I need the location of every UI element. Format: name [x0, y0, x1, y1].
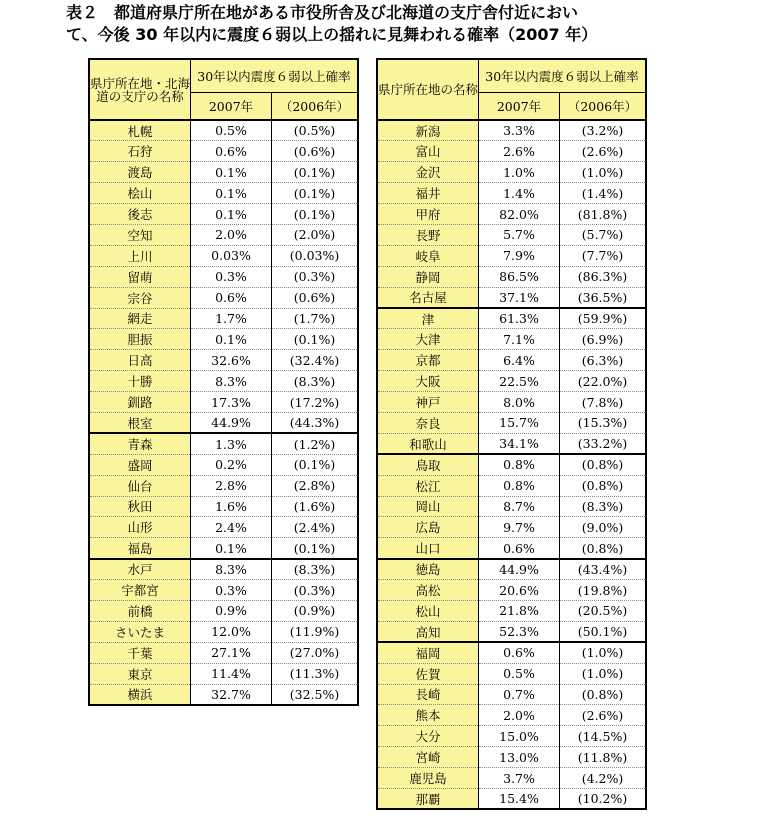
- probability-2006-cell: (0.3%): [272, 580, 359, 601]
- table-row: [89, 496, 358, 517]
- probability-2006-cell: (0.1%): [272, 329, 359, 350]
- probability-2006-cell: (2.0%): [272, 224, 359, 245]
- right-table-body: [377, 120, 646, 809]
- probability-2007-cell: 9.7%: [479, 517, 560, 538]
- probability-2006-cell: (0.9%): [272, 600, 359, 621]
- city-name-cell: 福岡: [377, 642, 479, 663]
- city-name-cell: 留萌: [89, 266, 191, 287]
- city-name-cell: 青森: [89, 433, 191, 454]
- probability-2006-cell: (0.8%): [560, 475, 647, 496]
- probability-2007-cell: 2.8%: [191, 475, 272, 496]
- table-row: [89, 642, 358, 663]
- probability-2006-cell: (2.4%): [272, 517, 359, 538]
- header-prev-year: （2006年）: [560, 93, 647, 121]
- table-row: [377, 496, 646, 517]
- city-name-cell: 奈良: [377, 412, 479, 433]
- city-name-cell: 高知: [377, 621, 479, 642]
- table-row: [377, 747, 646, 768]
- right-probability-table: [376, 58, 647, 810]
- city-name-cell: 神戸: [377, 392, 479, 413]
- probability-2007-cell: 32.7%: [191, 684, 272, 705]
- table-row: [377, 789, 646, 810]
- city-name-cell: 空知: [89, 224, 191, 245]
- probability-2007-cell: 2.4%: [191, 517, 272, 538]
- city-name-cell: 名古屋: [377, 287, 479, 308]
- table-row: [89, 684, 358, 705]
- city-name-cell: 富山: [377, 141, 479, 162]
- probability-2007-cell: 0.5%: [479, 663, 560, 684]
- city-name-cell: 高松: [377, 580, 479, 601]
- probability-2007-cell: 7.9%: [479, 245, 560, 266]
- city-name-cell: 網走: [89, 308, 191, 329]
- city-name-cell: 仙台: [89, 475, 191, 496]
- table-row: [89, 392, 358, 413]
- city-name-cell: 釧路: [89, 392, 191, 413]
- city-name-cell: 水戸: [89, 559, 191, 580]
- probability-2007-cell: 0.8%: [479, 475, 560, 496]
- probability-2006-cell: (44.3%): [272, 412, 359, 433]
- table-row: [377, 705, 646, 726]
- city-name-cell: 鳥取: [377, 454, 479, 475]
- table-row: [377, 245, 646, 266]
- city-name-cell: 胆振: [89, 329, 191, 350]
- probability-2006-cell: (43.4%): [560, 559, 647, 580]
- probability-2006-cell: (20.5%): [560, 600, 647, 621]
- probability-2007-cell: 21.8%: [479, 600, 560, 621]
- title-line-2: て、今後 30 年以内に震度６弱以上の揺れに見舞われる確率（2007 年）: [66, 25, 598, 44]
- probability-2006-cell: (0.8%): [560, 538, 647, 559]
- city-name-cell: 上川: [89, 245, 191, 266]
- table-row: [89, 162, 358, 183]
- probability-2006-cell: (1.0%): [560, 642, 647, 663]
- probability-2007-cell: 82.0%: [479, 204, 560, 225]
- probability-2006-cell: (10.2%): [560, 789, 647, 810]
- table-row: [377, 392, 646, 413]
- probability-2006-cell: (6.3%): [560, 350, 647, 371]
- table-row: [89, 224, 358, 245]
- table-row: [377, 141, 646, 162]
- table-row: [377, 308, 646, 329]
- table-row: [89, 371, 358, 392]
- city-name-cell: 後志: [89, 204, 191, 225]
- city-name-cell: 福井: [377, 183, 479, 204]
- document-title: [66, 2, 756, 46]
- table-row: [377, 224, 646, 245]
- probability-2006-cell: (0.6%): [272, 141, 359, 162]
- probability-2007-cell: 8.3%: [191, 559, 272, 580]
- city-name-cell: 岐阜: [377, 245, 479, 266]
- probability-2006-cell: (6.9%): [560, 329, 647, 350]
- probability-2006-cell: (4.2%): [560, 768, 647, 789]
- probability-2007-cell: 0.5%: [191, 120, 272, 141]
- title-line-1: 表２ 都道府県庁所在地がある市役所舎及び北海道の支庁舎付近におい: [66, 3, 579, 22]
- table-row: [89, 183, 358, 204]
- probability-2007-cell: 0.2%: [191, 454, 272, 475]
- table-row: [89, 538, 358, 559]
- probability-2006-cell: (11.8%): [560, 747, 647, 768]
- probability-2007-cell: 20.6%: [479, 580, 560, 601]
- probability-2006-cell: (36.5%): [560, 287, 647, 308]
- city-name-cell: 大津: [377, 329, 479, 350]
- probability-2006-cell: (8.3%): [560, 496, 647, 517]
- probability-2006-cell: (2.8%): [272, 475, 359, 496]
- table-row: [89, 412, 358, 433]
- probability-2006-cell: (2.6%): [560, 141, 647, 162]
- city-name-cell: 佐賀: [377, 663, 479, 684]
- probability-2006-cell: (11.3%): [272, 663, 359, 684]
- table-row: [377, 183, 646, 204]
- table-row: [89, 580, 358, 601]
- probability-2007-cell: 7.1%: [479, 329, 560, 350]
- table-row: [89, 350, 358, 371]
- probability-2006-cell: (50.1%): [560, 621, 647, 642]
- table-row: [377, 580, 646, 601]
- probability-2006-cell: (0.1%): [272, 183, 359, 204]
- probability-2007-cell: 32.6%: [191, 350, 272, 371]
- city-name-cell: 大阪: [377, 371, 479, 392]
- table-row: [377, 162, 646, 183]
- table-row: [377, 621, 646, 642]
- probability-2007-cell: 6.4%: [479, 350, 560, 371]
- probability-2007-cell: 2.6%: [479, 141, 560, 162]
- table-row: [89, 266, 358, 287]
- header-year: 2007年: [479, 93, 560, 121]
- probability-2006-cell: (1.6%): [272, 496, 359, 517]
- probability-2007-cell: 1.6%: [191, 496, 272, 517]
- left-table-body: [89, 120, 358, 705]
- probability-2006-cell: (86.3%): [560, 266, 647, 287]
- probability-2007-cell: 1.0%: [479, 162, 560, 183]
- probability-2007-cell: 0.3%: [191, 580, 272, 601]
- table-row: [377, 768, 646, 789]
- city-name-cell: 岡山: [377, 496, 479, 517]
- city-name-cell: 盛岡: [89, 454, 191, 475]
- probability-2007-cell: 2.0%: [479, 705, 560, 726]
- probability-2006-cell: (32.5%): [272, 684, 359, 705]
- probability-2007-cell: 8.0%: [479, 392, 560, 413]
- table-row: [89, 287, 358, 308]
- probability-2006-cell: (15.3%): [560, 412, 647, 433]
- probability-2007-cell: 5.7%: [479, 224, 560, 245]
- probability-2007-cell: 0.1%: [191, 162, 272, 183]
- probability-2006-cell: (19.8%): [560, 580, 647, 601]
- probability-2007-cell: 1.3%: [191, 433, 272, 454]
- probability-2006-cell: (0.3%): [272, 266, 359, 287]
- city-name-cell: 和歌山: [377, 433, 479, 454]
- city-name-cell: 根室: [89, 412, 191, 433]
- table-row: [377, 538, 646, 559]
- probability-2007-cell: 0.7%: [479, 684, 560, 705]
- probability-2007-cell: 61.3%: [479, 308, 560, 329]
- probability-2007-cell: 0.1%: [191, 183, 272, 204]
- table-row: [89, 454, 358, 475]
- probability-2006-cell: (0.6%): [272, 287, 359, 308]
- table-row: [89, 329, 358, 350]
- probability-2007-cell: 52.3%: [479, 621, 560, 642]
- table-row: [89, 141, 358, 162]
- table-row: [377, 600, 646, 621]
- table-row: [89, 621, 358, 642]
- probability-2007-cell: 0.1%: [191, 329, 272, 350]
- probability-2006-cell: (3.2%): [560, 120, 647, 141]
- probability-2006-cell: (9.0%): [560, 517, 647, 538]
- probability-2007-cell: 0.3%: [191, 266, 272, 287]
- probability-2007-cell: 1.7%: [191, 308, 272, 329]
- city-name-cell: 日高: [89, 350, 191, 371]
- table-row: [89, 120, 358, 141]
- city-name-cell: 山口: [377, 538, 479, 559]
- table-row: [377, 412, 646, 433]
- city-name-cell: 金沢: [377, 162, 479, 183]
- city-name-cell: 渡島: [89, 162, 191, 183]
- probability-2006-cell: (1.0%): [560, 663, 647, 684]
- probability-2007-cell: 8.3%: [191, 371, 272, 392]
- probability-2006-cell: (0.8%): [560, 454, 647, 475]
- city-name-cell: 静岡: [377, 266, 479, 287]
- table-row: [377, 350, 646, 371]
- probability-2007-cell: 3.3%: [479, 120, 560, 141]
- city-name-cell: 秋田: [89, 496, 191, 517]
- city-name-cell: 那覇: [377, 789, 479, 810]
- probability-2007-cell: 13.0%: [479, 747, 560, 768]
- probability-2006-cell: (1.4%): [560, 183, 647, 204]
- header-prev-year: （2006年）: [272, 93, 359, 121]
- probability-2006-cell: (7.7%): [560, 245, 647, 266]
- probability-2007-cell: 0.6%: [191, 287, 272, 308]
- city-name-cell: 松江: [377, 475, 479, 496]
- probability-2007-cell: 0.1%: [191, 538, 272, 559]
- table-row: [89, 245, 358, 266]
- probability-2007-cell: 3.7%: [479, 768, 560, 789]
- table-row: [377, 433, 646, 454]
- probability-2007-cell: 15.7%: [479, 412, 560, 433]
- probability-2007-cell: 37.1%: [479, 287, 560, 308]
- probability-2006-cell: (7.8%): [560, 392, 647, 413]
- table-row: [377, 475, 646, 496]
- header-year: 2007年: [191, 93, 272, 121]
- city-name-cell: 札幌: [89, 120, 191, 141]
- probability-2007-cell: 8.7%: [479, 496, 560, 517]
- table-row: [377, 204, 646, 225]
- probability-2006-cell: (0.03%): [272, 245, 359, 266]
- city-name-cell: 京都: [377, 350, 479, 371]
- table-row: [89, 663, 358, 684]
- city-name-cell: 大分: [377, 726, 479, 747]
- probability-2007-cell: 15.0%: [479, 726, 560, 747]
- probability-2006-cell: (14.5%): [560, 726, 647, 747]
- probability-2006-cell: (8.3%): [272, 371, 359, 392]
- probability-2007-cell: 0.8%: [479, 454, 560, 475]
- header-prob: 30年以内震度６弱以上確率: [191, 59, 359, 93]
- city-name-cell: 甲府: [377, 204, 479, 225]
- city-name-cell: 熊本: [377, 705, 479, 726]
- probability-2006-cell: (22.0%): [560, 371, 647, 392]
- city-name-cell: 山形: [89, 517, 191, 538]
- city-name-cell: 前橋: [89, 600, 191, 621]
- probability-2007-cell: 44.9%: [191, 412, 272, 433]
- probability-2006-cell: (17.2%): [272, 392, 359, 413]
- table-row: [377, 454, 646, 475]
- city-name-cell: 横浜: [89, 684, 191, 705]
- city-name-cell: 宇都宮: [89, 580, 191, 601]
- probability-2007-cell: 86.5%: [479, 266, 560, 287]
- table-row: [377, 642, 646, 663]
- probability-2007-cell: 0.6%: [479, 538, 560, 559]
- probability-2006-cell: (0.5%): [272, 120, 359, 141]
- city-name-cell: 十勝: [89, 371, 191, 392]
- city-name-cell: 長野: [377, 224, 479, 245]
- header-name: 県庁所在地・北海道の支庁の名称: [89, 59, 191, 120]
- probability-2006-cell: (33.2%): [560, 433, 647, 454]
- table-row: [377, 663, 646, 684]
- city-name-cell: 福島: [89, 538, 191, 559]
- probability-2007-cell: 22.5%: [479, 371, 560, 392]
- city-name-cell: 津: [377, 308, 479, 329]
- table-row: [377, 329, 646, 350]
- city-name-cell: 石狩: [89, 141, 191, 162]
- probability-2006-cell: (2.6%): [560, 705, 647, 726]
- probability-2006-cell: (0.8%): [560, 684, 647, 705]
- table-row: [377, 287, 646, 308]
- probability-2007-cell: 0.9%: [191, 600, 272, 621]
- table-row: [377, 559, 646, 580]
- city-name-cell: 千葉: [89, 642, 191, 663]
- probability-2006-cell: (1.0%): [560, 162, 647, 183]
- probability-2007-cell: 1.4%: [479, 183, 560, 204]
- probability-2007-cell: 27.1%: [191, 642, 272, 663]
- probability-2006-cell: (5.7%): [560, 224, 647, 245]
- table-row: [89, 475, 358, 496]
- probability-2007-cell: 0.03%: [191, 245, 272, 266]
- table-row: [89, 517, 358, 538]
- city-name-cell: 長崎: [377, 684, 479, 705]
- probability-2007-cell: 0.1%: [191, 204, 272, 225]
- probability-2006-cell: (0.1%): [272, 454, 359, 475]
- table-row: [89, 559, 358, 580]
- probability-2006-cell: (27.0%): [272, 642, 359, 663]
- probability-2007-cell: 12.0%: [191, 621, 272, 642]
- probability-2006-cell: (0.1%): [272, 538, 359, 559]
- probability-2006-cell: (0.1%): [272, 204, 359, 225]
- probability-2007-cell: 11.4%: [191, 663, 272, 684]
- header-prob: 30年以内震度６弱以上確率: [479, 59, 647, 93]
- city-name-cell: さいたま: [89, 621, 191, 642]
- city-name-cell: 新潟: [377, 120, 479, 141]
- table-row: [377, 517, 646, 538]
- probability-2007-cell: 17.3%: [191, 392, 272, 413]
- probability-2007-cell: 0.6%: [479, 642, 560, 663]
- probability-2007-cell: 15.4%: [479, 789, 560, 810]
- table-row: [89, 204, 358, 225]
- header-name: 県庁所在地の名称: [377, 59, 479, 120]
- city-name-cell: 宮崎: [377, 747, 479, 768]
- probability-2007-cell: 2.0%: [191, 224, 272, 245]
- table-row: [377, 371, 646, 392]
- table-row: [89, 308, 358, 329]
- table-row: [377, 266, 646, 287]
- left-probability-table: [88, 58, 359, 706]
- city-name-cell: 鹿児島: [377, 768, 479, 789]
- table-row: [89, 600, 358, 621]
- city-name-cell: 徳島: [377, 559, 479, 580]
- city-name-cell: 桧山: [89, 183, 191, 204]
- table-row: [377, 726, 646, 747]
- probability-2006-cell: (1.7%): [272, 308, 359, 329]
- city-name-cell: 東京: [89, 663, 191, 684]
- probability-2006-cell: (59.9%): [560, 308, 647, 329]
- probability-2006-cell: (8.3%): [272, 559, 359, 580]
- city-name-cell: 松山: [377, 600, 479, 621]
- table-row: [377, 684, 646, 705]
- probability-2007-cell: 0.6%: [191, 141, 272, 162]
- probability-2006-cell: (32.4%): [272, 350, 359, 371]
- probability-2006-cell: (1.2%): [272, 433, 359, 454]
- city-name-cell: 広島: [377, 517, 479, 538]
- city-name-cell: 宗谷: [89, 287, 191, 308]
- probability-2007-cell: 44.9%: [479, 559, 560, 580]
- probability-2006-cell: (11.9%): [272, 621, 359, 642]
- probability-2006-cell: (0.1%): [272, 162, 359, 183]
- table-row: [377, 120, 646, 141]
- probability-2007-cell: 34.1%: [479, 433, 560, 454]
- table-row: [89, 433, 358, 454]
- probability-2006-cell: (81.8%): [560, 204, 647, 225]
